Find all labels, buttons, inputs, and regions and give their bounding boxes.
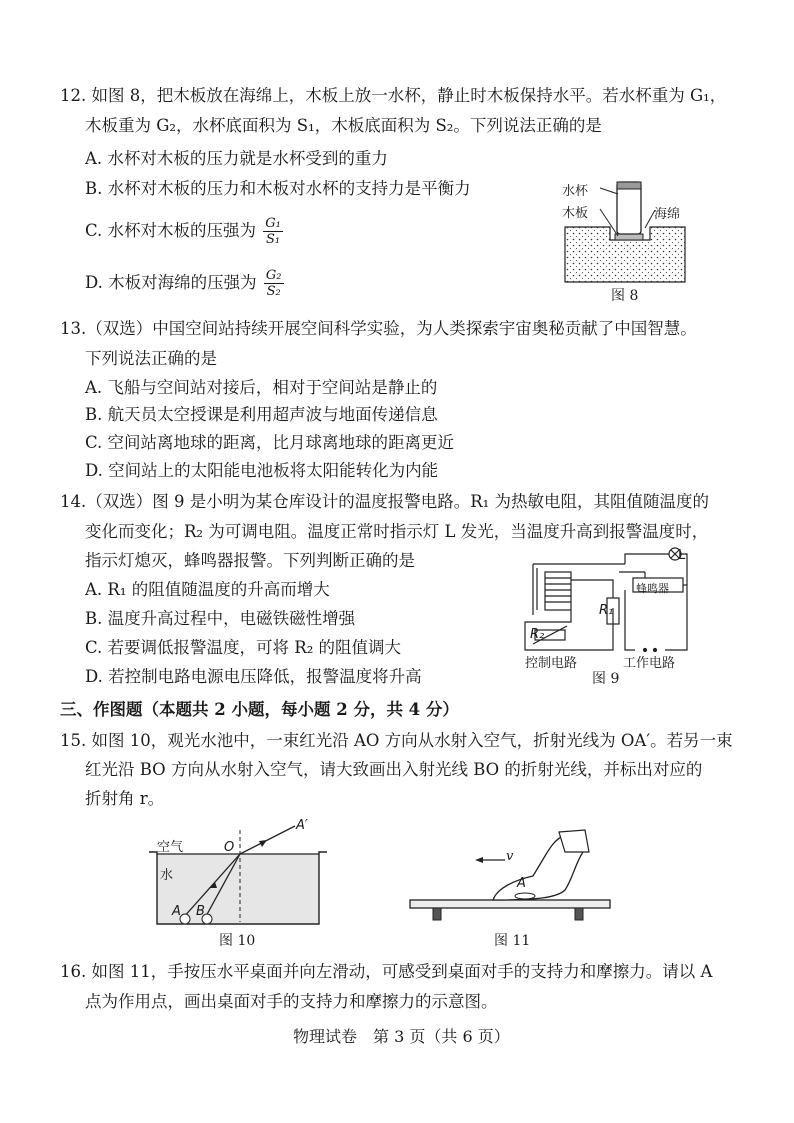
q14-line3: 指示灯熄灭，蜂鸣器报警。下列判断正确的是 xyxy=(85,551,415,570)
fig9-r1-label: R₁ xyxy=(599,603,614,618)
fig10-air-label: 空气 xyxy=(157,840,184,855)
q14-option-c: C. 若要调低报警温度，可将 R₂ 的阻值调大 xyxy=(85,638,402,657)
fig10-caption: 图 10 xyxy=(219,933,256,949)
q12-option-b: B. 水杯对木板的压力和木板对水杯的支持力是平衡力 xyxy=(85,179,471,198)
q14-option-a: A. R₁ 的阻值随温度的升高而增大 xyxy=(85,580,330,599)
q12-option-c-text: C. 水杯对木板的压强为 xyxy=(85,221,257,240)
q12-line1: 12. 如图 8，把木板放在海绵上，木板上放一水杯，静止时木板保持水平。若水杯重为 G₁， xyxy=(60,86,727,105)
figure-11 xyxy=(405,830,615,930)
fig9-work-label: 工作电路 xyxy=(623,656,676,671)
fig10-water-label: 水 xyxy=(160,868,174,883)
section-3-heading: 三、作图题（本题共 2 小题，每小题 2 分，共 4 分） xyxy=(60,700,459,719)
fig9-caption: 图 9 xyxy=(592,671,620,687)
fig9-buzzer-label: 蜂鸣器 xyxy=(636,582,669,595)
q14-option-b: B. 温度升高过程中，电磁铁磁性增强 xyxy=(85,609,356,628)
q14-line2: 变化而变化；R₂ 为可调电阻。温度正常时指示灯 L 发光，当温度升高到报警温度时， xyxy=(85,522,709,541)
q13-option-c: C. 空间站离地球的距离，比月球离地球的距离更近 xyxy=(85,433,455,452)
q16-line2: 点为作用点，画出桌面对手的支持力和摩擦力的示意图。 xyxy=(85,992,498,1011)
q12-option-a: A. 水杯对木板的压力就是水杯受到的重力 xyxy=(85,149,388,168)
fig8-board-label: 木板 xyxy=(562,206,589,221)
q13-option-a: A. 飞船与空间站对接后，相对于空间站是静止的 xyxy=(85,378,438,397)
q14-line1: 14.（双选）图 9 是小明为某仓库设计的温度报警电路。R₁ 为热敏电阻，其阻值随温度的 xyxy=(60,492,710,511)
q13-option-d: D. 空间站上的太阳能电池板将太阳能转化为内能 xyxy=(85,461,439,480)
fig11-caption: 图 11 xyxy=(494,933,531,949)
fig10-point-a: A xyxy=(172,904,181,919)
q15-line3: 折射角 r。 xyxy=(85,789,165,808)
q13-line1: 13.（双选）中国空间站持续开展空间科学实验，为人类探索宇宙奥秘贡献了中国智慧。 xyxy=(60,319,697,338)
q12-option-c xyxy=(85,216,283,247)
fig11-velocity-label: v xyxy=(506,849,514,864)
fig10-point-o: O xyxy=(224,840,235,855)
fig9-r2-label: R₂ xyxy=(530,627,545,642)
fig11-point-a: A xyxy=(517,876,526,891)
q15-line2: 红光沿 BO 方向从水射入空气，请大致画出入射光线 BO 的折射光线，并标出对应的 xyxy=(85,760,703,779)
fig8-cup-label: 水杯 xyxy=(562,184,589,199)
fig8-sponge-label: 海绵 xyxy=(654,207,681,222)
q12-option-d-text: D. 木板对海绵的压强为 xyxy=(85,273,257,292)
page-footer: 物理试卷 第 3 页（共 6 页） xyxy=(293,1027,510,1046)
fig8-caption: 图 8 xyxy=(611,288,639,304)
q14-option-d: D. 若控制电路电源电压降低，报警温度将升高 xyxy=(85,667,422,686)
q12-option-c-fraction: $\frac{\text{G₁}}{\text{S₁}}$ xyxy=(265,216,281,247)
q15-line1: 15. 如图 10，观光水池中，一束红光沿 AO 方向从水射入空气，折射光线为 OA′。若另一束 xyxy=(60,731,733,750)
fig10-point-b: B xyxy=(196,904,205,919)
fig9-control-label: 控制电路 xyxy=(525,656,578,671)
q13-option-b: B. 航天员太空授课是利用超声波与地面传递信息 xyxy=(85,405,438,424)
q13-line2: 下列说法正确的是 xyxy=(85,349,217,368)
fig9-lamp-label: L xyxy=(678,548,686,563)
q12-line2: 木板重为 G₂，水杯底面积为 S₁，木板底面积为 S₂。下列说法正确的是 xyxy=(85,116,602,135)
q16-line1: 16. 如图 11，手按压水平桌面并向左滑动，可感受到桌面对手的支持力和摩擦力。请以 A xyxy=(60,962,713,981)
fig10-point-a-prime: A′ xyxy=(296,818,308,833)
q12-option-d xyxy=(85,268,284,299)
q12-option-d-fraction: $\frac{\text{G₂}}{\text{S₂}}$ xyxy=(265,268,282,299)
